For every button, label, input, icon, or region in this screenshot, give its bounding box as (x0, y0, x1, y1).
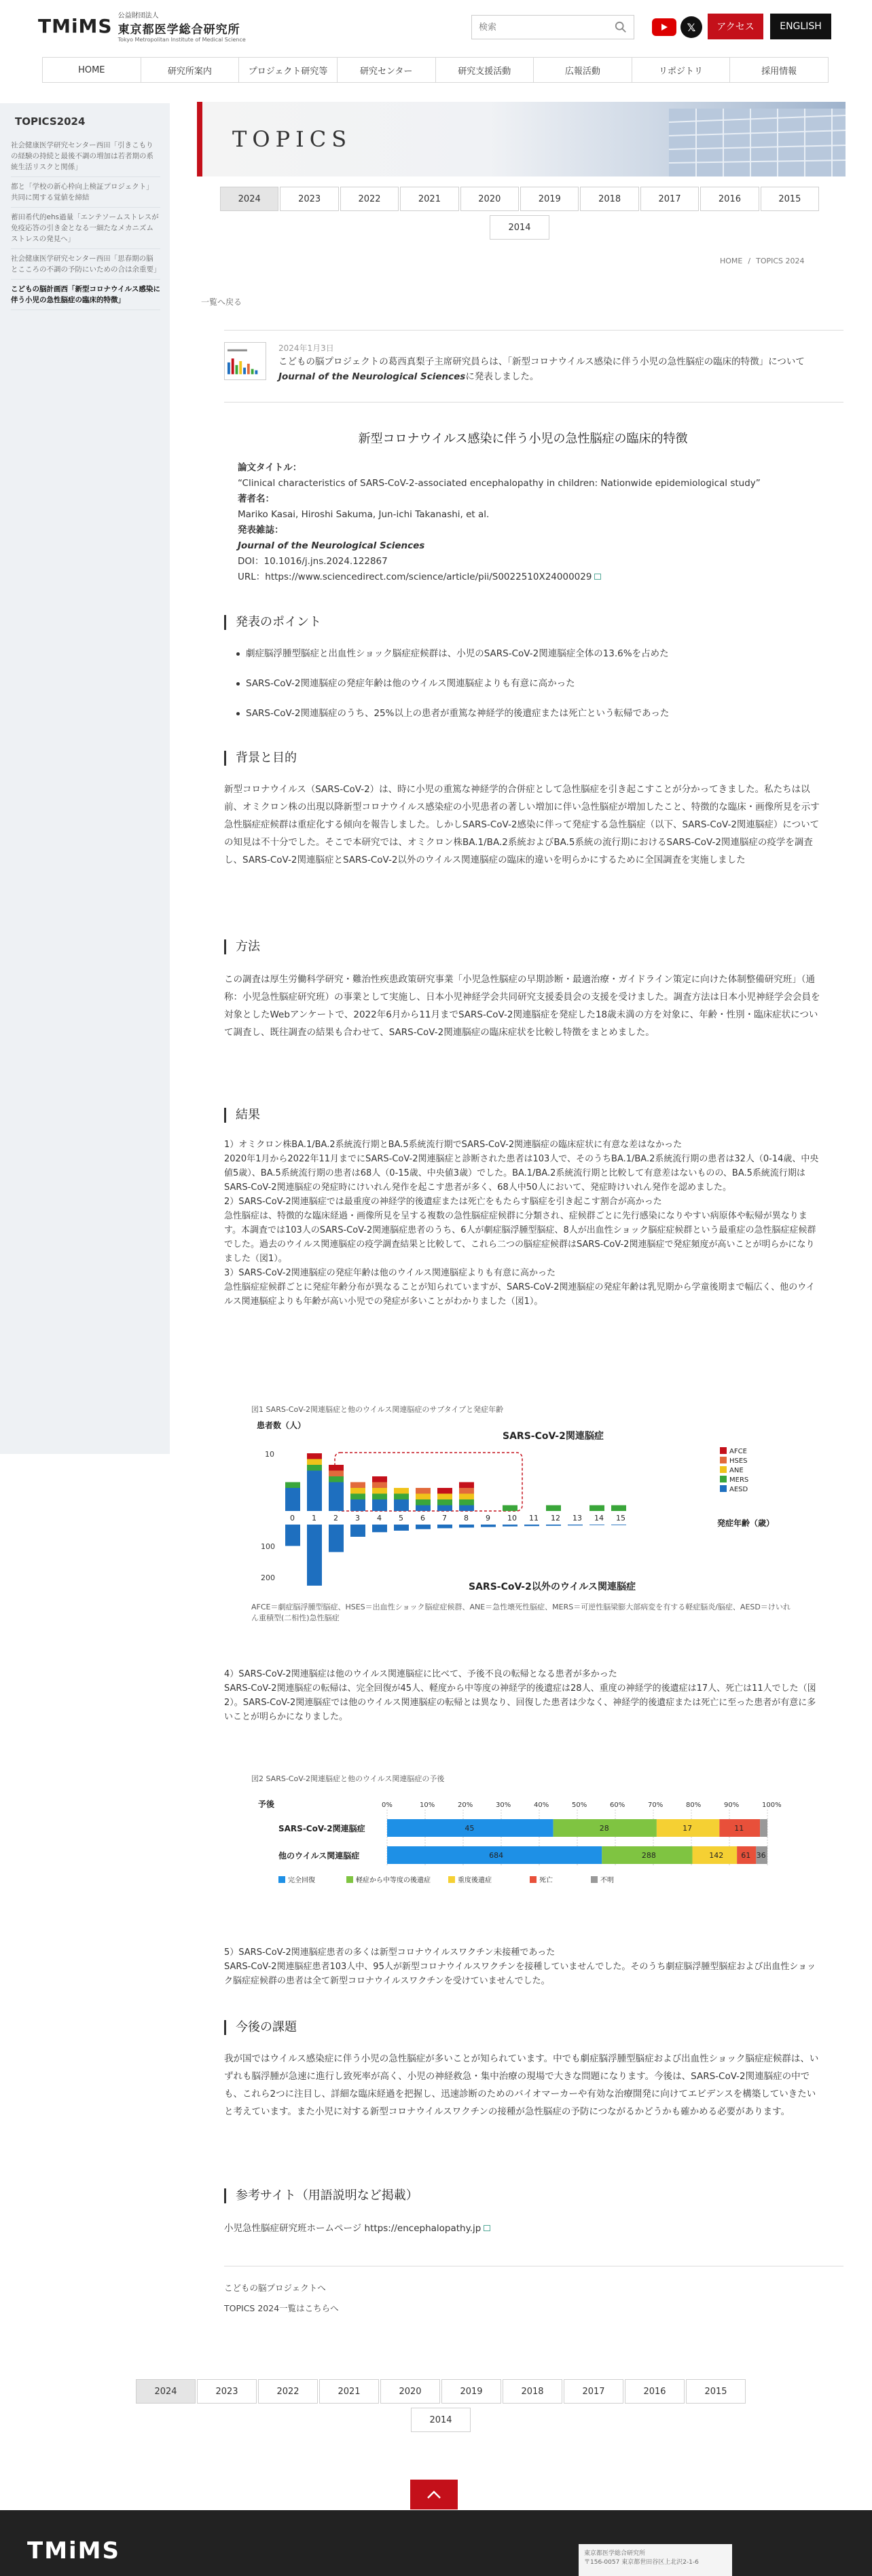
fig1-ylabel: 患者数（人） (257, 1421, 306, 1430)
site-header (0, 0, 872, 48)
fig2-xtick-5: 50% (572, 1802, 587, 1809)
year-tab-2016[interactable]: 2016 (700, 187, 759, 211)
year-tab-2016[interactable]: 2016 (625, 2379, 685, 2404)
chevron-up-icon (426, 2489, 442, 2500)
fig1-bar-aesd-age-0 (285, 1488, 300, 1511)
sidebar-title: TOPICS2024 (15, 115, 86, 128)
year-tab-2017[interactable]: 2017 (640, 187, 699, 211)
fig1-xtick-8: 8 (464, 1514, 469, 1523)
fig2-legend-label-3: 死亡 (539, 1877, 553, 1884)
fig2-bar-label: 36 (756, 1851, 766, 1860)
fig2-legend-swatch-0 (278, 1876, 285, 1883)
fig1-xtick-5: 5 (399, 1514, 403, 1523)
results-text-4: 4）SARS-CoV-2関連脳症は他のウイルス関連脳症に比べて、予後不良の転帰となる患者が多かった SARS-CoV-2関連脳症の転帰は、完全回復が45人、軽度から中等度の神経学的後遺症は28人、重度の神経学的後遺症は17人、死亡は11人でした（図2）。SARS-CoV-2関連脳症では他のウイルス関連脳症の転帰とは異なり、回復した患者は少なく、神経学的後遺症または死亡に至った患者が有意に多いことが明らかになりました。 (224, 1669, 816, 1722)
fig1-legend-label-mers: MERS (729, 1476, 749, 1484)
news-journal: Journal of the Neurological Sciences (278, 371, 466, 382)
building-image (628, 102, 846, 176)
fig1-legend-swatch-ane (720, 1466, 727, 1473)
fig1-ytick-bottom-2: 200 (261, 1573, 275, 1582)
fig2-bar-label: 288 (641, 1851, 656, 1860)
logo-mark: TMiMS (38, 15, 113, 37)
fig1-bar-mers-age-4 (372, 1494, 387, 1500)
article-title: 新型コロナウイルス感染に伴う小児の急性脳症の臨床的特徴 (358, 432, 688, 446)
breadcrumb (720, 257, 805, 265)
fig1-xtick-4: 4 (377, 1514, 382, 1523)
breadcrumb-current: TOPICS 2024 (756, 257, 805, 265)
fig1-bar-hses-age-6 (416, 1488, 431, 1494)
fig2-xtick-7: 70% (648, 1802, 664, 1809)
figure2-caption: 図2 SARS-CoV-2関連脳症と他のウイルス関連脳症の予後 (251, 1774, 445, 1783)
back-to-list-link[interactable]: 一覧へ戻る (201, 297, 242, 307)
fig1-bar-hses-age-8 (459, 1488, 474, 1494)
section-heading-future: 今後の課題 (224, 2020, 297, 2035)
figure1-chart (244, 1416, 801, 1599)
nav-recruit[interactable]: 採用情報 (761, 66, 797, 77)
fig1-legend-label-hses: HSES (729, 1457, 748, 1465)
year-tab-2023[interactable]: 2023 (280, 187, 338, 211)
sidebar-item[interactable]: 都と「学校の新心枠向上検証プロジェクト」共同に関する覚値を締結 (11, 177, 160, 208)
year-tab-2018[interactable]: 2018 (503, 2379, 562, 2404)
year-tab-2014[interactable]: 2014 (490, 215, 549, 240)
breadcrumb-separator: / (748, 257, 751, 265)
fig1-bar-afce-age-8 (459, 1482, 474, 1489)
news-date: 2024年1月3日 (278, 343, 334, 353)
section-heading-points: 発表のポイント (224, 615, 321, 630)
fig2-legend-label-4: 不明 (600, 1877, 614, 1884)
fig1-bar-ane-age-8 (459, 1494, 474, 1500)
sidebar-item[interactable]: 社会健康医学研究センター西田「引きこもりの経験の持続と最後不調の増加は若者期の系統生活リスクと関係」 (11, 136, 160, 177)
fig1-xtick-7: 7 (442, 1514, 447, 1523)
paper-authors: Mariko Kasai, Hiroshi Sakuma, Jun-ichi Takanashi, et al. (238, 509, 490, 520)
year-tab-2014[interactable]: 2014 (411, 2408, 471, 2432)
fig1-legend-swatch-afce (720, 1447, 727, 1454)
fig2-legend-label-2: 重度後遺症 (458, 1877, 492, 1884)
section-heading-background: 背景と目的 (224, 751, 297, 766)
nav-projects[interactable]: プロジェクト研究等 (239, 58, 338, 82)
paper-url-link[interactable]: URL：https://www.sciencedirect.com/science/article/pii/S0022510X24000029 (238, 572, 592, 582)
link-project[interactable]: こどもの脳プロジェクトへ (224, 2283, 326, 2293)
fig1-legend-label-afce: AFCE (729, 1448, 747, 1455)
fig1-bar-other-age-10 (503, 1525, 517, 1527)
search-input[interactable] (479, 22, 615, 33)
fig1-title: SARS-CoV-2関連脳症 (503, 1431, 604, 1442)
nav-about[interactable]: 研究所案内 (141, 58, 240, 82)
fig1-bar-other-age-4 (372, 1525, 387, 1532)
fig2-legend-swatch-3 (530, 1876, 537, 1883)
external-link-icon (594, 574, 601, 580)
paper-journal: Journal of the Neurological Sciences (238, 540, 425, 551)
fig1-bar-mers-age-0 (285, 1482, 300, 1489)
year-tab-2019[interactable]: 2019 (441, 2379, 501, 2404)
fig1-bar-mers-age-10 (503, 1506, 517, 1512)
fig1-xtick-6: 6 (420, 1514, 425, 1523)
year-tab-2022[interactable]: 2022 (258, 2379, 318, 2404)
footer-map[interactable]: 東京都医学総合研究所 〒156-0057 東京都世田谷区上北沢2-1-6 (579, 2544, 732, 2576)
method-text: この調査は厚生労働科学研究・難治性疾患政策研究事業「小児急性脳症の早期診断・最適治療・ガイドライン策定に向けた体制整備研究班」（通称：小児急性脳症研究班）の事業として実施し、日本小児神経学会共同研究支援委員会の支援を受けました。調査方法は日本小児神経学会会員を対象としたWebアンケートで、2022年6月から11月までSARS-CoV-2関連脳症を発症した18歳未満の方を対象に、年齢・性別・臨床症状について調査し、既往調査の結果も合わせて、SARS-CoV-2関連脳症の臨床症状を比較し特徴をまとめました。 (224, 974, 820, 1038)
sidebar-list (11, 136, 160, 310)
fig1-xtick-9: 9 (486, 1514, 490, 1523)
year-tab-2020[interactable]: 2020 (460, 187, 519, 211)
fig1-bar-other-age-11 (524, 1525, 539, 1526)
reference-row (224, 2220, 822, 2237)
point-item: SARS-CoV-2関連脳症のうち、25%以上の患者が重篤な神経学的後遺症または死亡という転帰であった (243, 706, 814, 721)
fig2-xtick-6: 60% (610, 1802, 625, 1809)
year-tab-2020[interactable]: 2020 (380, 2379, 440, 2404)
fig2-xtick-2: 20% (458, 1802, 473, 1809)
fig1-xtick-15: 15 (616, 1514, 625, 1523)
fig1-bar-mers-age-5 (394, 1494, 409, 1500)
site-footer (0, 2510, 872, 2576)
authors-label: 著者名： (238, 493, 274, 504)
fig1-bar-aesd-age-1 (307, 1471, 322, 1512)
logo-text (118, 10, 246, 43)
figure2-chart (244, 1787, 801, 1888)
fig1-bar-other-age-1 (307, 1525, 322, 1586)
paper-title: “Clinical characteristics of SARS-CoV-2-associated encephalopathy in children: Nationwide epidemiological study” (238, 478, 761, 489)
fig1-xtick-14: 14 (594, 1514, 604, 1523)
external-link-icon (484, 2225, 490, 2231)
fig1-bar-afce-age-7 (437, 1488, 452, 1494)
year-tab-2023[interactable]: 2023 (197, 2379, 257, 2404)
fig2-bar-label: 61 (741, 1851, 751, 1860)
fig1-bar-aesd-age-8 (459, 1506, 474, 1512)
fig2-legend-swatch-1 (346, 1876, 353, 1883)
sidebar-item[interactable]: 社会健康医学研究センター西田「思春期の脳とこころの不調の予防にいための合は余重要」 (11, 249, 160, 280)
search-box (471, 15, 634, 39)
fig2-xtick-1: 10% (420, 1802, 435, 1809)
search-icon[interactable] (615, 21, 627, 33)
nav-centers[interactable]: 研究センター (338, 58, 436, 82)
fig1-ytick-bottom-1: 100 (261, 1542, 275, 1551)
fig1-bar-ane-age-1 (307, 1459, 322, 1466)
fig2-xtick-0: 0% (382, 1802, 393, 1809)
org-type: 公益財団法人 (117, 12, 159, 20)
results-text-1: 1）オミクロン株BA.1/BA.2系統流行期とBA.5系統流行期でSARS-CoV-2関連脳症の臨床症状に有意な差はなかった 2020年1月から2022年11月までにSARS-CoV-2関連脳症と診断された患者は103人で、そのうちBA.1/BA.2系統流行期の患者は32人（0-14歳、中央値5歳）、BA.5系統流行期の患者は68人（0-15歳、中央値3歳）でした。BA.1/BA.2系統流行期と比較して有意差はないものの、BA.5系統流行期はSARS-CoV-2関連脳症の発症時にけいれん発作を起こす患者が多く、68人中50人において、発症時けいれん発作を認めました。 2）SARS-CoV-2関連脳症では最重度の神経学的後遺症または死亡をもたらす脳症を引き起こす割合が高かった 急性脳症は、特徴的な臨床経過・画像所見を呈する複数の急性脳症症候群に分類され、症候群ごとに先行感染になりやすい病原体や転帰が異なります。本調査では103人のSARS-CoV-2関連脳症患者のうち、6人が劇症脳浮腫型脳症、8人が出血性ショック脳症症候群という最重症の急性脳症症候群でした。過去のウイルス関連脳症の疫学調査結果と比較して、これら二つの脳症症候群はSARS-CoV-2関連脳症で発症頻度が高いことが明らかになりました（図1）。 3）SARS-CoV-2関連脳症の発症年齢は他のウイルス関連脳症よりも有意に高かった 急性脳症症候群ごとに発症年齢分布が異なることが知られていますが、SARS-CoV-2関連脳症の発症年齢は乳児期から学童後期まで幅広く、他のウイルス関連脳症よりも年齢が高い小児での発症が多いことがわかりました（図1）。 (224, 1140, 819, 1307)
fig1-bar-mers-age-12 (546, 1506, 561, 1512)
fig1-xtick-3: 3 (355, 1514, 360, 1523)
fig2-xtick-4: 40% (534, 1802, 549, 1809)
hero-title: TOPICS (232, 126, 352, 152)
fig2-legend-label-1: 軽症から中等度の後遺症 (356, 1877, 431, 1884)
fig1-bar-ane-age-5 (394, 1488, 409, 1494)
org-name: 東京都医学総合研究所 (117, 23, 240, 37)
fig1-bar-other-age-3 (350, 1525, 365, 1537)
year-tab-2024[interactable]: 2024 (136, 2379, 196, 2404)
related-links (224, 2278, 632, 2319)
year-tab-2024[interactable]: 2024 (220, 187, 278, 211)
section-heading-references: 参考サイト（用語説明など掲載） (224, 2188, 418, 2203)
news-thumbnail (224, 342, 266, 380)
fig1-bar-aesd-age-3 (350, 1499, 365, 1511)
fig1-xtick-13: 13 (573, 1514, 582, 1523)
fig1-bar-hses-age-2 (329, 1471, 344, 1477)
fig1-bar-other-age-2 (329, 1525, 344, 1552)
org-name-en: Tokyo Metropolitan Institute of Medical Science (117, 37, 246, 43)
fig1-xlabel: 発症年齢（歳） (717, 1518, 775, 1528)
fig2-bar-seg-4-row-0 (760, 1819, 767, 1837)
fig1-xtick-12: 12 (551, 1514, 560, 1523)
paper-doi: DOI：10.1016/j.jns.2024.122867 (238, 556, 388, 567)
link-topics-list[interactable]: TOPICS 2024一覧はこちらへ (224, 2303, 339, 2313)
breadcrumb-home[interactable]: HOME (720, 257, 743, 265)
fig1-bar-hses-age-4 (372, 1482, 387, 1489)
fig1-bar-mers-age-15 (611, 1506, 626, 1512)
journal-label: 発表雑誌： (238, 525, 284, 536)
fig1-bar-ane-age-6 (416, 1494, 431, 1500)
fig2-legend-swatch-2 (448, 1876, 455, 1883)
fig1-bar-mers-age-3 (350, 1494, 365, 1500)
year-tab-2021[interactable]: 2021 (319, 2379, 379, 2404)
nav-home[interactable]: HOME (43, 58, 141, 82)
fig1-legend-label-ane: ANE (729, 1467, 744, 1474)
fig1-xtick-10: 10 (507, 1514, 517, 1523)
fig2-xtick-8: 80% (686, 1802, 702, 1809)
youtube-icon[interactable] (652, 18, 676, 36)
fig2-bar-label: 17 (683, 1824, 693, 1833)
fig1-bar-ane-age-4 (372, 1488, 387, 1494)
divider (224, 330, 843, 331)
fig1-bar-afce-age-4 (372, 1476, 387, 1482)
reference-link[interactable]: 小児急性脳症研究班ホームページ https://encephalopathy.jp (224, 2223, 482, 2234)
fig1-bar-mers-age-6 (416, 1499, 431, 1506)
fig1-legend-label-aesd: AESD (729, 1486, 748, 1493)
points-list (243, 646, 814, 736)
back-to-top-button[interactable] (410, 2480, 458, 2509)
sidebar-item-active[interactable]: こどもの脳計画西「新型コロナウイルス感染に伴う小児の急性脳症の臨床的特徴」 (11, 280, 160, 310)
x-icon[interactable]: 𝕏 (680, 16, 702, 38)
point-item: SARS-CoV-2関連脳症の発症年齢は他のウイルス関連脳症よりも有意に高かった (243, 676, 814, 691)
fig1-bar-mers-age-14 (589, 1506, 604, 1512)
year-tab-2019[interactable]: 2019 (520, 187, 579, 211)
news-text (278, 354, 822, 384)
site-logo[interactable] (38, 10, 246, 43)
global-nav (42, 57, 829, 83)
year-tab-2017[interactable]: 2017 (564, 2379, 623, 2404)
fig1-bar-mers-age-1 (307, 1465, 322, 1471)
fig1-bar-other-age-9 (481, 1525, 496, 1527)
year-tab-2015[interactable]: 2015 (686, 2379, 746, 2404)
fig1-legend-swatch-hses (720, 1457, 727, 1463)
figure1-caption: 図1 SARS-CoV-2関連脳症と他のウイルス関連脳症のサブタイプと発症年齢 (251, 1405, 504, 1414)
results-text-5: 5）SARS-CoV-2関連脳症患者の多くは新型コロナウイルスワクチン未接種であった SARS-CoV-2関連脳症患者103人中、95人が新型コロナウイルスワクチンを接種していませんでした。そのうち劇症脳浮腫型脳症および出血性ショック脳症症候群の患者は全て新型コロナウイルスワクチンを受けていませんでした。 (224, 1947, 816, 1986)
fig2-bar-label: 45 (465, 1824, 475, 1833)
fig1-bar-aesd-age-2 (329, 1482, 344, 1512)
fig1-xtick-11: 11 (529, 1514, 539, 1523)
fig2-legend-label-0: 完全回復 (288, 1877, 315, 1884)
fig2-bar-label: 11 (734, 1824, 744, 1833)
fig1-bar-other-age-7 (437, 1525, 452, 1528)
news-summary (224, 342, 822, 390)
fig1-bar-other-age-5 (394, 1525, 409, 1531)
fig1-bar-other-age-0 (285, 1525, 300, 1546)
fig1-bar-other-age-8 (459, 1525, 474, 1528)
fig1-xtick-2: 2 (333, 1514, 338, 1523)
access-button[interactable]: アクセス (708, 14, 763, 39)
sidebar (0, 103, 170, 1454)
fig1-ytick-top: 10 (265, 1450, 274, 1459)
year-tabs-top (220, 187, 820, 244)
news-text-pre: こどもの脳プロジェクトの葛西真梨子主席研究員らは、「新型コロナウイルス感染に伴う小児の急性脳症の臨床的特徴」について (278, 356, 805, 367)
fig2-bar-label: 684 (489, 1851, 504, 1860)
year-tab-2022[interactable]: 2022 (340, 187, 399, 211)
fig2-xtick-10: 100% (762, 1802, 782, 1809)
hero-banner (197, 102, 846, 176)
fig1-bar-other-age-6 (416, 1525, 431, 1529)
fig1-bar-aesd-age-7 (437, 1506, 452, 1512)
paper-url-row (238, 570, 822, 585)
fig1-legend-swatch-aesd (720, 1485, 727, 1492)
fig2-xtick-9: 90% (724, 1802, 740, 1809)
fig1-bar-aesd-age-6 (416, 1506, 431, 1512)
fig1-legend-swatch-mers (720, 1476, 727, 1482)
year-tab-2021[interactable]: 2021 (400, 187, 458, 211)
figure1-note: AFCE＝劇症脳浮腫型脳症、HSES＝出血性ショック脳症症候群、ANE＝急性壊死性脳症、MERS＝可逆性脳梁膨大部病変を有する軽症脳炎/脳症、AESD＝けいれん重積型(二相性)急性脳症 (251, 1603, 791, 1622)
fig1-bar-mers-age-7 (437, 1499, 452, 1506)
fig1-bar-hses-age-3 (350, 1482, 365, 1489)
section-heading-method: 方法 (224, 939, 260, 954)
fig2-category-1: SARS-CoV-2関連脳症 (278, 1824, 365, 1833)
fig1-bar-aesd-age-4 (372, 1499, 387, 1511)
fig1-xtick-0: 0 (290, 1514, 295, 1523)
future-text: 我が国ではウイルス感染症に伴う小児の急性脳症が多いことが知られています。中でも劇症脳浮腫型脳症および出血性ショック脳症症候群は、いずれも脳浮腫が急速に進行し致死率が高く、小児の神経救急・集中治療の現場で大きな問題になります。今後は、SARS-CoV-2関連脳症の中でも、これら2つに注目し、詳細な臨床経過を把握し、迅速診断のためのバイオマーカーや有効な治療開発に向けてエビデンスを構築していきたいと考えています。また小児に対する新型コロナウイルスワクチンの接種が急性脳症の予防につながるかどうかも確かめる必要があります。 (224, 2053, 819, 2117)
year-tab-2015[interactable]: 2015 (761, 187, 819, 211)
news-text-post: に発表しました。 (465, 371, 539, 382)
footer-logo[interactable]: TMiMS (27, 2537, 121, 2564)
year-tabs-bottom (136, 2379, 747, 2436)
fig2-xtick-3: 30% (496, 1802, 511, 1809)
fig1-bar-ane-age-7 (437, 1494, 452, 1500)
nav-support[interactable]: 研究支援活動 (436, 58, 534, 82)
paper-title-label: 論文タイトル： (238, 462, 302, 473)
hero-accent (197, 102, 202, 176)
point-item: 劇症脳浮腫型脳症と出血性ショック脳症症候群は、小児のSARS-CoV-2関連脳症全体の13.6%を占めた (243, 646, 814, 661)
fig1-bar-ane-age-3 (350, 1488, 365, 1494)
fig1-bar-other-age-12 (546, 1525, 561, 1526)
fig1-bar-aesd-age-5 (394, 1499, 409, 1511)
sidebar-item[interactable]: 蓄田希代的ehs過量「エンテソームストレスが免疫応答の引き金となる一細たなメカニズムストレスの発見へ」 (11, 208, 160, 249)
fig2-legend-swatch-4 (591, 1876, 598, 1883)
fig2-title: 予後 (258, 1799, 275, 1809)
fig1-bar-afce-age-1 (307, 1453, 322, 1459)
background-text: 新型コロナウイルス（SARS-CoV-2）は、時に小児の重篤な神経学的合併症として急性脳症を引き起こすことが分かってきました。私たちは以前、オミクロン株の出現以降新型コロナウイルス感染症の小児患者の著しい増加に伴い急性脳症が増加したこと、特徴的な臨床・画像所見を示す急性脳症症候群は重症化する傾向を報告しました。しかしSARS-CoV-2感染に伴って発症する急性脳症（以下、SARS-CoV-2関連脳症）についての知見は不十分でした。そこで本研究では、オミクロン株BA.1/BA.2系統およびBA.5系統の流行期におけるSARS-CoV-2関連脳症の疫学を調査し、SARS-CoV-2関連脳症とSARS-CoV-2以外のウイルス関連脳症の臨床的違いを明らかにするために全国調査を実施しました (224, 784, 820, 865)
paper-meta (238, 460, 822, 585)
fig1-xtick-1: 1 (312, 1514, 316, 1523)
fig1-bar-mers-age-2 (329, 1476, 344, 1482)
nav-repository[interactable]: リポジトリ (632, 58, 731, 82)
nav-pr[interactable]: 広報活動 (534, 58, 632, 82)
year-tab-2018[interactable]: 2018 (580, 187, 638, 211)
english-button[interactable]: ENGLISH (770, 14, 831, 39)
fig2-category-2: 他のウイルス関連脳症 (278, 1851, 360, 1861)
fig2-bar-label: 28 (599, 1824, 609, 1833)
divider (224, 402, 843, 403)
fig2-bar-label: 142 (709, 1851, 724, 1860)
section-heading-results: 結果 (224, 1108, 260, 1123)
fig1-bar-afce-age-2 (329, 1465, 344, 1471)
fig1-subtitle: SARS-CoV-2以外のウイルス関連脳症 (469, 1582, 636, 1592)
fig1-bar-mers-age-8 (459, 1499, 474, 1506)
